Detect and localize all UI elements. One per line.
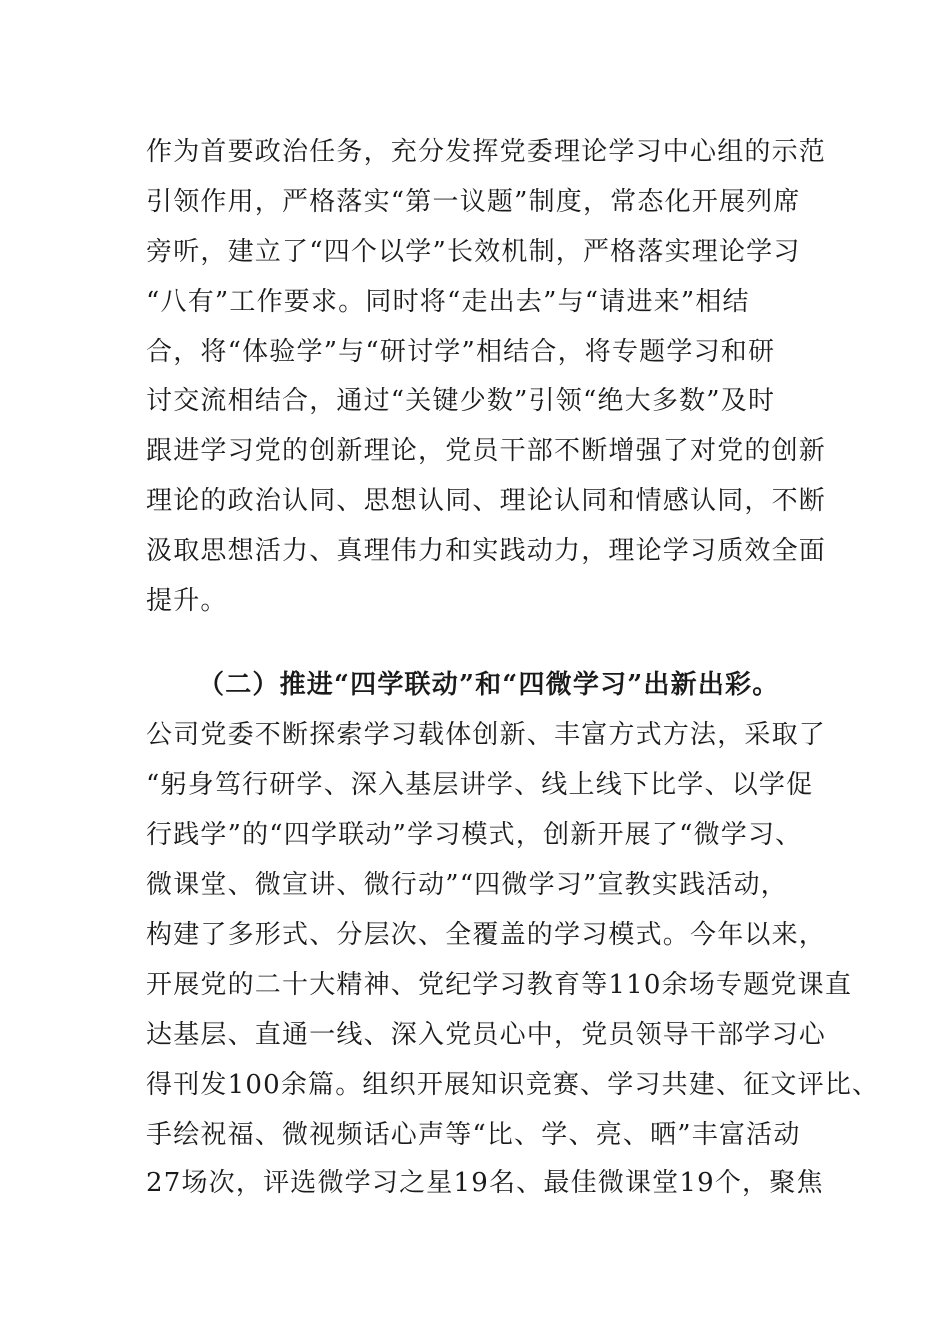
paragraph-line: “躬身笃行研学、深入基层讲学、线上线下比学、以学促 — [146, 770, 814, 800]
paragraph-line: 公司党委不断探索学习载体创新、丰富方式方法，采取了 — [146, 720, 827, 750]
paragraph-line: 27场次，评选微学习之星19名、最佳微课堂19个，聚焦 — [146, 1168, 824, 1198]
paragraph-line: 作为首要政治任务，充分发挥党委理论学习中心组的示范 — [146, 137, 827, 167]
paragraph-line: 手绘祝福、微视频话心声等“比、学、亮、晒”丰富活动 — [146, 1120, 801, 1150]
paragraph-line: 旁听，建立了“四个以学”长效机制，严格落实理论学习 — [146, 237, 801, 267]
paragraph-line: 微课堂、微宣讲、微行动”“四微学习”宣教实践活动， — [146, 870, 788, 900]
paragraph-line: 跟进学习党的创新理论，党员干部不断增强了对党的创新 — [146, 436, 827, 466]
paragraph-line: 理论的政治认同、思想认同、理论认同和情感认同，不断 — [146, 486, 827, 516]
paragraph-line: 合，将“体验学”与“研讨学”相结合，将专题学习和研 — [146, 337, 776, 367]
paragraph-line: 达基层、直通一线、深入党员心中，党员领导干部学习心 — [146, 1020, 827, 1050]
paragraph-line: 引领作用，严格落实“第一议题”制度，常态化开展列席 — [146, 187, 801, 217]
paragraph-line: 行践学”的“四学联动”学习模式，创新开展了“微学习、 — [146, 820, 803, 850]
paragraph-line: 汲取思想活力、真理伟力和实践动力，理论学习质效全面 — [146, 536, 827, 566]
paragraph-line: “八有”工作要求。同时将“走出去”与“请进来”相结 — [146, 287, 750, 317]
paragraph-line: 得刊发100余篇。组织开展知识竞赛、学习共建、征文评比、 — [146, 1070, 880, 1100]
paragraph-line: 讨交流相结合，通过“关键少数”引领“绝大多数”及时 — [146, 386, 776, 416]
paragraph-line: 开展党的二十大精神、党纪学习教育等110余场专题党课直 — [146, 970, 853, 1000]
paragraph-line: 提升。 — [146, 586, 228, 616]
section-heading: （二）推进“四学联动”和“四微学习”出新出彩。 — [198, 670, 780, 700]
paragraph-line: 构建了多形式、分层次、全覆盖的学习模式。今年以来， — [146, 920, 827, 950]
